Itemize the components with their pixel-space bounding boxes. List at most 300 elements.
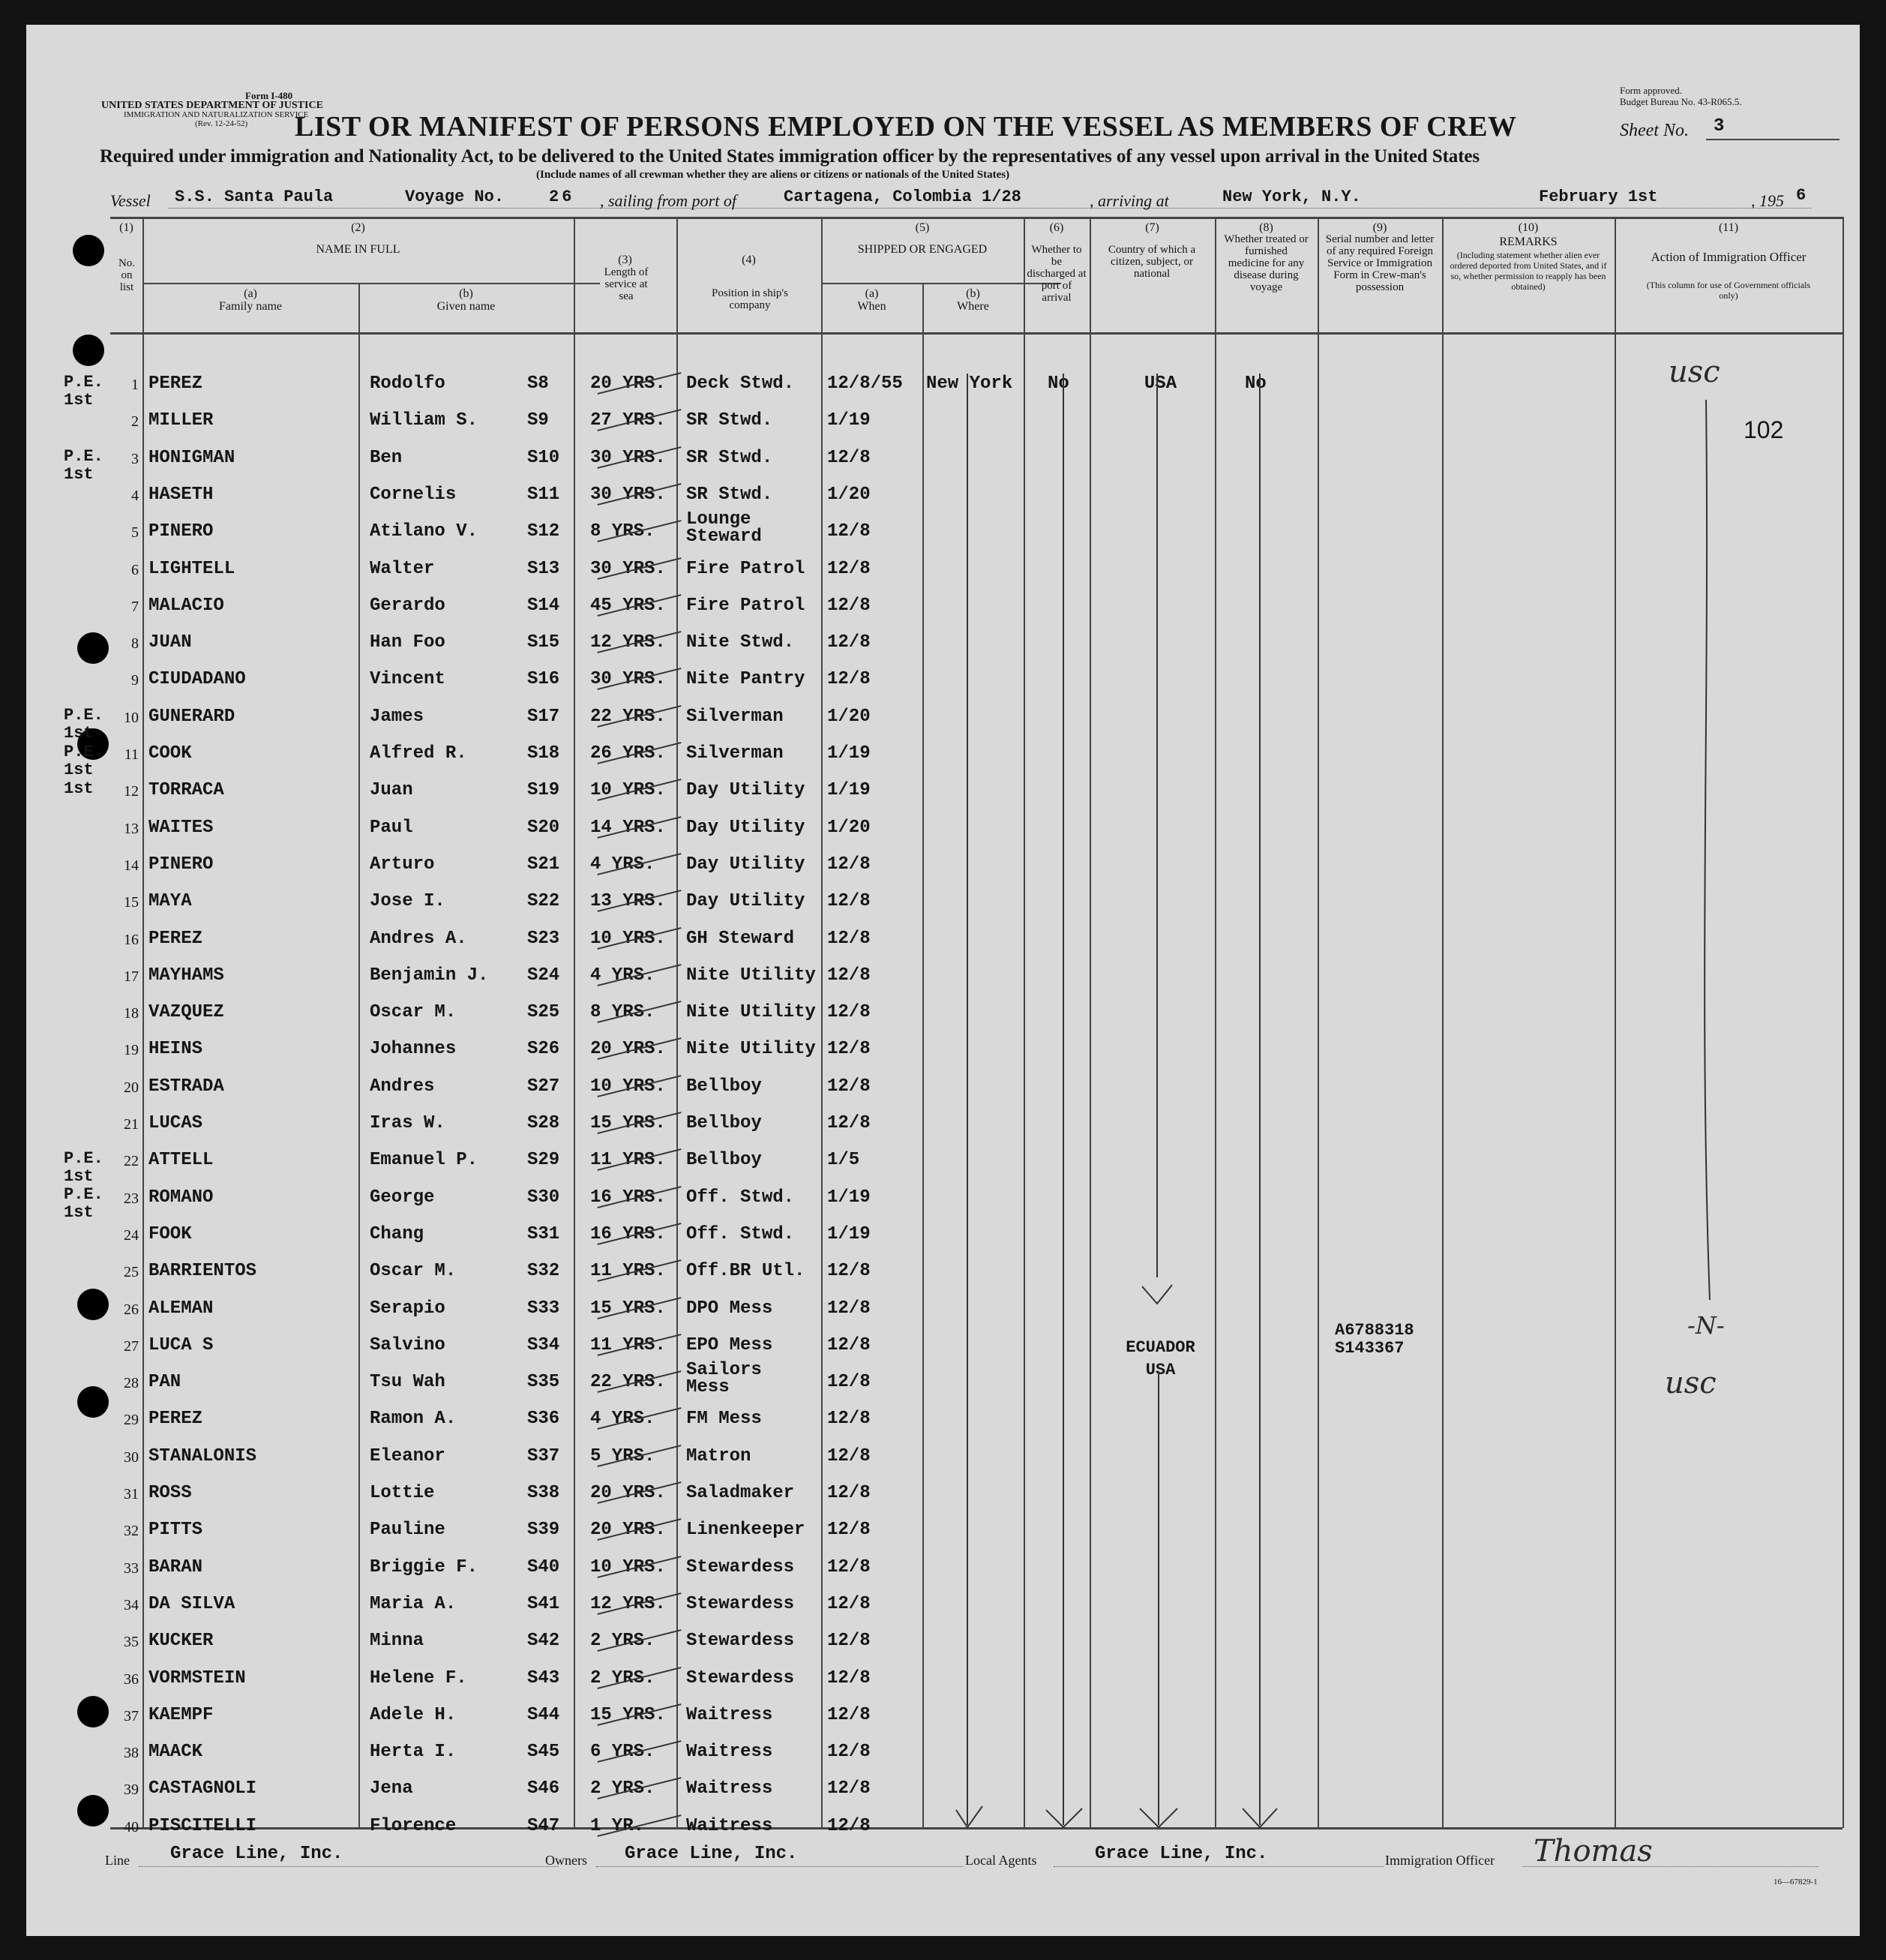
country: USA	[1145, 1361, 1176, 1380]
row-number: 39	[124, 1781, 139, 1799]
service-length: 6 YRS.	[590, 1742, 655, 1763]
given-name: Han Foo	[370, 632, 445, 653]
discharged: No	[1048, 374, 1069, 394]
family-name: MAYA	[148, 891, 192, 912]
family-name: DA SILVA	[148, 1593, 235, 1614]
crew-code: S12	[527, 521, 560, 542]
manifest-subtitle: Required under immigration and Nationality Act, to be delivered to the United States immigration officer by the representatives of any vessel upon arrival in the United States	[100, 146, 1480, 167]
manifest-sheet: Form I-480 UNITED STATES DEPARTMENT OF JUSTICE IMMIGRATION AND NATURALIZATION SERVICE (Rev. 12-24-52) Form approved. Budget Bureau No. 43-R065.5. LIST OR MANIFEST OF PERSONS EMPLOYED ON THE VESSEL AS MEMBERS OF CREW Sheet No. 3 Required under immigration and Nationality Act, to be delivered to the United States immigration officer by the representatives of any vessel upon arrival in the United States (Include names of all crewman whether they are aliens or citizens or nationals of the United States) Vessel S.S. Santa Paula Voyage No. 26 , sailing from port of Cartagena, Colombia 1/28 , arriving at New York, N.Y. February 1st , 195 6 (1) No. on list (2) NAME IN FULL (a) Family name (b) Given name (3) Length of service at sea (4) Position in ship's company (5) SHIPPED OR ENGAGED (a) When (b) Where (6) Whether to be discharged at port of arrival (7) Country of which a citizen, subject, or national (8) Whether treated or furnished medicine for any disease during voyage (9) Serial number and letter of any required Foreign Service or Immigration Form in Crew-man's possession (10) REMARKS (Including statement whether alien ever ordered deported from United States, and if so, whether permission to reapply has been obtained) (11) Action of Immigration Officer (This column for use of Government officials only) 1 PEREZ Rodolfo S8 20 YRS. Deck Stwd. 12/8/55 New York No USA No 2 MILLER William S. S9 27 YRS. SR Stwd. 1/19 3 HONIGMAN Ben S10 30 YRS. SR Stwd. 12/8 4 HASETH Cornelis S11 30 YRS. SR Stwd. 1/20 5 PINERO Atilano V. S12 8 YRS. Lounge Steward 12/8 6 LIGHTELL Walter S13 30 YRS. Fire Patrol 12/8 7 MALACIO Gerardo S14 45 YRS. Fire Patrol 12/8 8 JUAN Han Foo S15 12 YRS. Nite Stwd. 12/8 9 CIUDADANO Vincent S16 30 YRS. Nite Pantry 12/8 10 GUNERARD James S17 22 YRS. Silverman 1/20 11 COOK Alfred R. S18 26 YRS. Silverman 1/19 12 TORRACA Juan S19 10 YRS. Day Utility 1/19 13 WAITES Paul S20 14 YRS. Day Utility 1/20 14 PINERO Arturo S21 4 YRS. Day Utility 12/8 15 MAYA Jose I. S22 13 YRS. Day Utility 12/8 16 PEREZ Andres A. S23 10 YRS. GH Steward 12/8 17 MAYHAMS Benjamin J. S24 4 YRS. Nite Utility 12/8 18 VAZQUEZ Oscar M. S25 8 YRS. Nite Utility 12/8 19 HEINS Johannes S26 20 YRS. Nite Utility 12/8 20 ESTRADA Andres S27 10 YRS. Bellboy 12/8 21 LUCAS Iras W. S28 15 YRS. Bellboy 12/8 22 ATTELL Emanuel P. S29 11 YRS. Bellboy 1/5 23 ROMANO George S30 16 YRS. Off. Stwd. 1/19 24 FOOK Chang S31 16 YRS. Off. Stwd. 1/19 25 BARRIENTOS Oscar M. S32 11 YRS. Off.BR Utl. 12/8 26 ALEMAN Serapio S33 15 YRS. DPO Mess 12/8 27 LUCA S Salvino S34 11 YRS. EPO Mess 12/8 ECUADOR A6788318 S143367 28 PAN Tsu Wah S35 22 YRS. Sailors Mess 12/8 USA 29 PEREZ Ramon A. S36 4 YRS. FM Mess 12/8 30 STANALONIS Eleanor S37 5 YRS. Matron 12/8 31 ROSS Lottie S38 20 YRS. Saladmaker 12/8 32 PITTS Pauline S39 20 YRS. Linenkeeper 12/8 33 BARAN Briggie F. S40 10 YRS. Stewardess 12/8 34 DA SILVA Maria A. S41 12 YRS. Stewardess 12/8 35 KUCKER Minna S42 2 YRS. Stewardess 12/8 36 VORMSTEIN Helene F. S43 2 YRS. Stewardess 12/8 37 KAEMPF Adele H. S44 15 YRS. Waitress 12/8 38 MAACK Herta I. S45 6 YRS. Waitress 12/8 39 CASTAGNOLI Jena S46 2 YRS. Waitress 12/8 40 PISCITELLI Florence S47 1 YR. Waitress 12/8 P.E. 1st P.E. 1st P.E. 1st P.E. 1st 1st P.E. 1st P.E. 1st usc 102 -N- usc Line Grace Line, Inc. Owners Grace Line, Inc. Local Agents Grace Line, Inc. Immigration Officer Thomas 16—67829-1	[26, 25, 1860, 1936]
header-action-officer: Action of Immigration Officer	[1651, 250, 1807, 264]
given-name: Arturo	[370, 854, 435, 875]
position: Nite Utility	[686, 1039, 816, 1060]
header-remarks: REMARKS	[1499, 236, 1558, 248]
row-number: 12	[124, 783, 139, 800]
shipped-when: 12/8	[827, 1298, 871, 1319]
shipped-when: 12/8	[827, 1593, 871, 1614]
service-length: 8 YRS.	[590, 1002, 655, 1023]
family-name: WAITES	[148, 817, 214, 838]
service-length: 15 YRS.	[590, 1113, 666, 1133]
shipped-when: 12/8/55	[827, 374, 903, 394]
crew-code: S44	[527, 1704, 560, 1725]
position: Bellboy	[686, 1113, 762, 1133]
family-name: PITTS	[148, 1520, 203, 1541]
given-name: William S.	[370, 410, 478, 431]
service-length: 12 YRS.	[590, 632, 666, 653]
family-name: FOOK	[148, 1223, 192, 1244]
crew-code: S15	[527, 632, 560, 653]
service-length: 1 YR.	[590, 1815, 645, 1836]
shipped-when: 1/20	[827, 706, 871, 727]
given-name: Andres	[370, 1076, 435, 1097]
given-name: Tsu Wah	[370, 1372, 445, 1393]
crew-code: S41	[527, 1593, 560, 1614]
service-length: 26 YRS.	[590, 743, 666, 764]
header-shipped-engaged: SHIPPED OR ENGAGED	[857, 243, 988, 256]
shipped-when: 12/8	[827, 1556, 871, 1577]
shipped-when: 12/8	[827, 669, 871, 690]
shipped-when: 12/8	[827, 558, 871, 579]
crew-code: S39	[527, 1520, 560, 1541]
position: EPO Mess	[686, 1334, 773, 1355]
position: Day Utility	[686, 780, 805, 801]
voyage-label: Voyage No.	[405, 188, 505, 206]
family-name: PINERO	[148, 854, 214, 875]
crew-code: S47	[527, 1815, 560, 1836]
position: Off.BR Utl.	[686, 1261, 805, 1282]
shipped-when: 12/8	[827, 1076, 871, 1097]
crew-code: S22	[527, 891, 560, 912]
shipped-when: 1/5	[827, 1150, 860, 1171]
position: Stewardess	[686, 1667, 795, 1688]
crew-code: S46	[527, 1778, 560, 1799]
form-approved: Form approved.	[1620, 85, 1683, 96]
service-length: 15 YRS.	[590, 1704, 666, 1725]
crew-code: S20	[527, 817, 560, 838]
service-length: 11 YRS.	[590, 1261, 666, 1282]
country: ECUADOR	[1126, 1337, 1195, 1357]
position: Sailors Mess	[686, 1360, 762, 1398]
position: Stewardess	[686, 1556, 795, 1577]
row-number: 1	[131, 377, 139, 393]
row-number: 28	[124, 1375, 139, 1392]
header-when: When	[857, 300, 886, 313]
service-length: 10 YRS.	[590, 780, 666, 801]
row-number: 37	[124, 1707, 139, 1724]
shipped-when: 12/8	[827, 1002, 871, 1023]
annotation-usc-row1: usc	[1669, 355, 1720, 389]
year-digit: 6	[1796, 186, 1807, 205]
row-number: 27	[124, 1337, 139, 1355]
row-number: 36	[124, 1670, 139, 1688]
family-name: BARAN	[148, 1556, 203, 1577]
given-name: Juan	[370, 780, 413, 801]
position: Off. Stwd.	[686, 1187, 795, 1208]
row-number: 10	[124, 709, 139, 726]
shipped-when: 1/19	[827, 1223, 871, 1244]
row-number: 26	[124, 1301, 139, 1318]
position: Silverman	[686, 743, 784, 764]
position: Saladmaker	[686, 1483, 795, 1503]
position: Waitress	[686, 1778, 773, 1799]
position: Matron	[686, 1445, 751, 1466]
crew-code: S26	[527, 1039, 560, 1060]
given-name: Iras W.	[370, 1113, 445, 1133]
header-where: Where	[957, 300, 989, 313]
shipped-when: 1/19	[827, 1187, 871, 1208]
given-name: Ramon A.	[370, 1409, 457, 1430]
given-name: Atilano V.	[370, 521, 478, 542]
service-length: 13 YRS.	[590, 891, 666, 912]
position: Day Utility	[686, 891, 805, 912]
given-name: Paul	[370, 817, 413, 838]
shipped-when: 12/8	[827, 1742, 871, 1763]
margin-note: P.E. 1st	[64, 373, 103, 410]
crew-code: S32	[527, 1261, 560, 1282]
crew-code: S38	[527, 1483, 560, 1503]
country: USA	[1144, 374, 1177, 394]
given-name: Emanuel P.	[370, 1150, 478, 1171]
crew-code: S13	[527, 558, 560, 579]
immigration-officer-signature: Thomas	[1534, 1834, 1653, 1868]
header-position: Position in ship's company	[712, 287, 788, 311]
position: Bellboy	[686, 1150, 762, 1171]
position: Silverman	[686, 706, 784, 727]
row-number: 34	[124, 1596, 139, 1613]
crew-code: S35	[527, 1372, 560, 1393]
crew-code: S11	[527, 484, 560, 505]
family-name: CASTAGNOLI	[148, 1778, 257, 1799]
row-number: 8	[131, 635, 139, 653]
service-length: 20 YRS.	[590, 1039, 666, 1060]
crew-code: S16	[527, 669, 560, 690]
shipped-when: 12/8	[827, 1372, 871, 1393]
line-value: Grace Line, Inc.	[170, 1844, 343, 1864]
service-length: 14 YRS.	[590, 817, 666, 838]
given-name: Pauline	[370, 1520, 445, 1541]
service-length: 30 YRS.	[590, 484, 666, 505]
sailing-from: Cartagena, Colombia 1/28	[784, 188, 1021, 206]
given-name: Chang	[370, 1223, 424, 1244]
row-number: 25	[124, 1264, 139, 1281]
row-number: 9	[131, 672, 139, 689]
row-number: 6	[131, 561, 139, 578]
position: Day Utility	[686, 854, 805, 875]
position: Waitress	[686, 1815, 773, 1836]
arriving-at: New York, N.Y.	[1222, 188, 1361, 206]
family-name: HASETH	[148, 484, 214, 505]
crew-code: S34	[527, 1334, 560, 1355]
service-length: 4 YRS.	[590, 1409, 655, 1430]
given-name: Jose I.	[370, 891, 445, 912]
family-name: PINERO	[148, 521, 214, 542]
position: Day Utility	[686, 817, 805, 838]
row-number: 15	[124, 894, 139, 911]
shipped-when: 12/8	[827, 1778, 871, 1799]
position: SR Stwd.	[686, 484, 773, 505]
crew-code: S24	[527, 965, 560, 986]
shipped-when: 12/8	[827, 1815, 871, 1836]
crew-code: S21	[527, 854, 560, 875]
ditto-arrows	[26, 25, 1860, 1936]
family-name: ATTELL	[148, 1150, 214, 1171]
service-length: 5 YRS.	[590, 1445, 655, 1466]
row-number: 7	[131, 598, 139, 615]
crew-code: S31	[527, 1223, 560, 1244]
budget-bureau: Budget Bureau No. 43-R065.5.	[1620, 96, 1742, 107]
shipped-when: 12/8	[827, 965, 871, 986]
service-length: 20 YRS.	[590, 374, 666, 394]
given-name: Rodolfo	[370, 374, 445, 394]
given-name: Maria A.	[370, 1593, 457, 1614]
position: Waitress	[686, 1704, 773, 1725]
arriving-label: , arriving at	[1090, 191, 1169, 210]
family-name: MALACIO	[148, 595, 224, 616]
form-number: Form I-480	[245, 90, 293, 101]
row-number: 22	[124, 1153, 139, 1170]
revision: (Rev. 12-24-52)	[195, 119, 248, 128]
row-number: 38	[124, 1745, 139, 1762]
shipped-where: New York	[926, 374, 1013, 394]
service-length: 2 YRS.	[590, 1667, 655, 1688]
header-serial: Serial number and letter of any required Foreign Service or Immigration Form in Crew-man's possession	[1325, 233, 1435, 293]
service-length: 20 YRS.	[590, 1520, 666, 1541]
row-number: 11	[124, 746, 139, 763]
given-name: Andres A.	[370, 928, 467, 949]
row-number: 40	[124, 1818, 139, 1835]
family-name: LIGHTELL	[148, 558, 235, 579]
row-number: 13	[124, 820, 139, 837]
vessel-name: S.S. Santa Paula	[175, 188, 334, 206]
crew-code: S43	[527, 1667, 560, 1688]
shipped-when: 12/8	[827, 595, 871, 616]
given-name: James	[370, 706, 424, 727]
crew-code: S10	[527, 447, 560, 468]
position: DPO Mess	[686, 1298, 773, 1319]
position: Nite Utility	[686, 965, 816, 986]
position: Nite Stwd.	[686, 632, 795, 653]
service-length: 16 YRS.	[590, 1223, 666, 1244]
crew-code: S42	[527, 1631, 560, 1652]
given-name: Adele H.	[370, 1704, 457, 1725]
local-agents-label: Local Agents	[965, 1853, 1037, 1868]
shipped-when: 12/8	[827, 1113, 871, 1133]
voyage-number: 26	[549, 188, 575, 206]
row-number: 29	[124, 1412, 139, 1429]
crew-code: S37	[527, 1445, 560, 1466]
family-name: MAYHAMS	[148, 965, 224, 986]
shipped-when: 12/8	[827, 854, 871, 875]
header-treated: Whether treated or furnished medicine for any disease during voyage	[1224, 233, 1309, 293]
header-country: Country of which a citizen, subject, or national	[1108, 244, 1196, 280]
row-number: 19	[124, 1042, 139, 1059]
position: Linenkeeper	[686, 1520, 805, 1541]
crew-code: S45	[527, 1742, 560, 1763]
annotation-102: 102	[1744, 416, 1784, 443]
shipped-when: 12/8	[827, 1667, 871, 1688]
row-number: 21	[124, 1116, 139, 1133]
given-name: Eleanor	[370, 1445, 445, 1466]
sheet-number: 3	[1714, 116, 1725, 137]
arrival-date: February 1st	[1539, 188, 1658, 206]
given-name: Herta I.	[370, 1742, 457, 1763]
service-length: 30 YRS.	[590, 558, 666, 579]
position: Lounge Steward	[686, 509, 762, 548]
header-discharged: Whether to be discharged at port of arrival	[1027, 244, 1087, 304]
position: Bellboy	[686, 1076, 762, 1097]
header-family-name: Family name	[219, 300, 282, 313]
manifest-note: (Include names of all crewman whether they are aliens or citizens or nationals of the United States)	[536, 169, 1010, 181]
given-name: Serapio	[370, 1298, 445, 1319]
family-name: HONIGMAN	[148, 447, 235, 468]
service-length: 10 YRS.	[590, 1076, 666, 1097]
crew-code: S40	[527, 1556, 560, 1577]
family-name: LUCA S	[148, 1334, 214, 1355]
manifest-title: LIST OR MANIFEST OF PERSONS EMPLOYED ON THE VESSEL AS MEMBERS OF CREW	[295, 111, 1517, 143]
crew-code: S30	[527, 1187, 560, 1208]
given-name: Florence	[370, 1815, 457, 1836]
service-length: 2 YRS.	[590, 1778, 655, 1799]
family-name: STANALONIS	[148, 1445, 257, 1466]
service-length: 2 YRS.	[590, 1631, 655, 1652]
position: SR Stwd.	[686, 410, 773, 431]
given-name: Ben	[370, 447, 403, 468]
position: Nite Utility	[686, 1002, 816, 1023]
serial-number: A6788318 S143367	[1335, 1320, 1414, 1358]
shipped-when: 12/8	[827, 1334, 871, 1355]
local-agents-value: Grace Line, Inc.	[1095, 1844, 1268, 1864]
service-length: 15 YRS.	[590, 1298, 666, 1319]
service-length: 12 YRS.	[590, 1593, 666, 1614]
family-name: MAACK	[148, 1742, 203, 1763]
crew-code: S8	[527, 374, 549, 394]
header-remarks-sub: (Including statement whether alien ever ordered deported from United States, and if so, whether permission to reapply has been obtained)	[1450, 250, 1607, 292]
shipped-when: 12/8	[827, 1409, 871, 1430]
given-name: Lottie	[370, 1483, 435, 1503]
service-length: 27 YRS.	[590, 410, 666, 431]
family-name: PEREZ	[148, 1409, 203, 1430]
shipped-when: 12/8	[827, 1039, 871, 1060]
given-name: Vincent	[370, 669, 445, 690]
family-name: PISCITELLI	[148, 1815, 257, 1836]
service: IMMIGRATION AND NATURALIZATION SERVICE	[124, 110, 309, 119]
service-length: 22 YRS.	[590, 706, 666, 727]
service-length: 45 YRS.	[590, 595, 666, 616]
vessel-label: Vessel	[110, 191, 151, 210]
treated: No	[1245, 374, 1267, 394]
given-name: Oscar M.	[370, 1002, 457, 1023]
annotation-n-row27: -N-	[1687, 1311, 1725, 1340]
crew-code: S28	[527, 1113, 560, 1133]
position: GH Steward	[686, 928, 795, 949]
header-given-name: Given name	[436, 300, 496, 313]
service-length: 4 YRS.	[590, 854, 655, 875]
crew-code: S33	[527, 1298, 560, 1319]
shipped-when: 12/8	[827, 1520, 871, 1541]
family-name: KAEMPF	[148, 1704, 214, 1725]
given-name: Helene F.	[370, 1667, 467, 1688]
family-name: MILLER	[148, 410, 214, 431]
shipped-when: 12/8	[827, 632, 871, 653]
margin-note: P.E. 1st	[64, 446, 103, 484]
crew-code: S14	[527, 595, 560, 616]
family-name: PEREZ	[148, 928, 203, 949]
row-number: 3	[131, 450, 139, 467]
family-name: BARRIENTOS	[148, 1261, 257, 1282]
service-length: 11 YRS.	[590, 1150, 666, 1171]
family-name: TORRACA	[148, 780, 224, 801]
service-length: 4 YRS.	[590, 965, 655, 986]
immigration-officer-label: Immigration Officer	[1385, 1853, 1495, 1868]
shipped-when: 1/20	[827, 484, 871, 505]
row-number: 33	[124, 1559, 139, 1577]
row-number: 23	[124, 1190, 139, 1207]
position: Fire Patrol	[686, 558, 805, 579]
line-label: Line	[105, 1853, 130, 1868]
given-name: Briggie F.	[370, 1556, 478, 1577]
family-name: GUNERARD	[148, 706, 235, 727]
family-name: VAZQUEZ	[148, 1002, 224, 1023]
service-length: 8 YRS.	[590, 521, 655, 542]
position: Off. Stwd.	[686, 1223, 795, 1244]
given-name: Minna	[370, 1631, 424, 1652]
given-name: Johannes	[370, 1039, 457, 1060]
family-name: KUCKER	[148, 1631, 214, 1652]
shipped-when: 12/8	[827, 1445, 871, 1466]
row-number: 17	[124, 968, 139, 985]
given-name: Gerardo	[370, 595, 445, 616]
family-name: COOK	[148, 743, 192, 764]
position: Stewardess	[686, 1593, 795, 1614]
service-length: 11 YRS.	[590, 1334, 666, 1355]
position: Waitress	[686, 1742, 773, 1763]
row-number: 30	[124, 1448, 139, 1466]
header-length-service: Length of service at sea	[604, 266, 649, 302]
family-name: ROSS	[148, 1483, 192, 1503]
service-length: 30 YRS.	[590, 447, 666, 468]
crew-code: S9	[527, 410, 549, 431]
row-number: 24	[124, 1226, 139, 1244]
service-length: 10 YRS.	[590, 1556, 666, 1577]
row-number: 20	[124, 1079, 139, 1096]
row-number: 18	[124, 1005, 139, 1022]
service-length: 10 YRS.	[590, 928, 666, 949]
shipped-when: 12/8	[827, 447, 871, 468]
sheet-label: Sheet No.	[1620, 121, 1689, 140]
given-name: Jena	[370, 1778, 413, 1799]
given-name: Oscar M.	[370, 1261, 457, 1282]
crew-code: S27	[527, 1076, 560, 1097]
crew-code: S29	[527, 1150, 560, 1171]
crew-code: S19	[527, 780, 560, 801]
crew-code: S25	[527, 1002, 560, 1023]
row-number: 35	[124, 1634, 139, 1651]
shipped-when: 12/8	[827, 1631, 871, 1652]
row-number: 16	[124, 931, 139, 948]
header-no-on-list: No. on list	[118, 257, 136, 293]
sailing-label: , sailing from port of	[600, 191, 736, 210]
header-action-sub: (This column for use of Government officials only)	[1646, 280, 1811, 301]
year-prefix: , 195	[1751, 191, 1784, 210]
family-name: PAN	[148, 1372, 181, 1393]
shipped-when: 12/8	[827, 928, 871, 949]
position: Fire Patrol	[686, 595, 805, 616]
owners-label: Owners	[545, 1853, 587, 1868]
family-name: ESTRADA	[148, 1076, 224, 1097]
given-name: Alfred R.	[370, 743, 467, 764]
shipped-when: 12/8	[827, 1483, 871, 1503]
shipped-when: 1/19	[827, 410, 871, 431]
department: UNITED STATES DEPARTMENT OF JUSTICE	[101, 100, 323, 111]
